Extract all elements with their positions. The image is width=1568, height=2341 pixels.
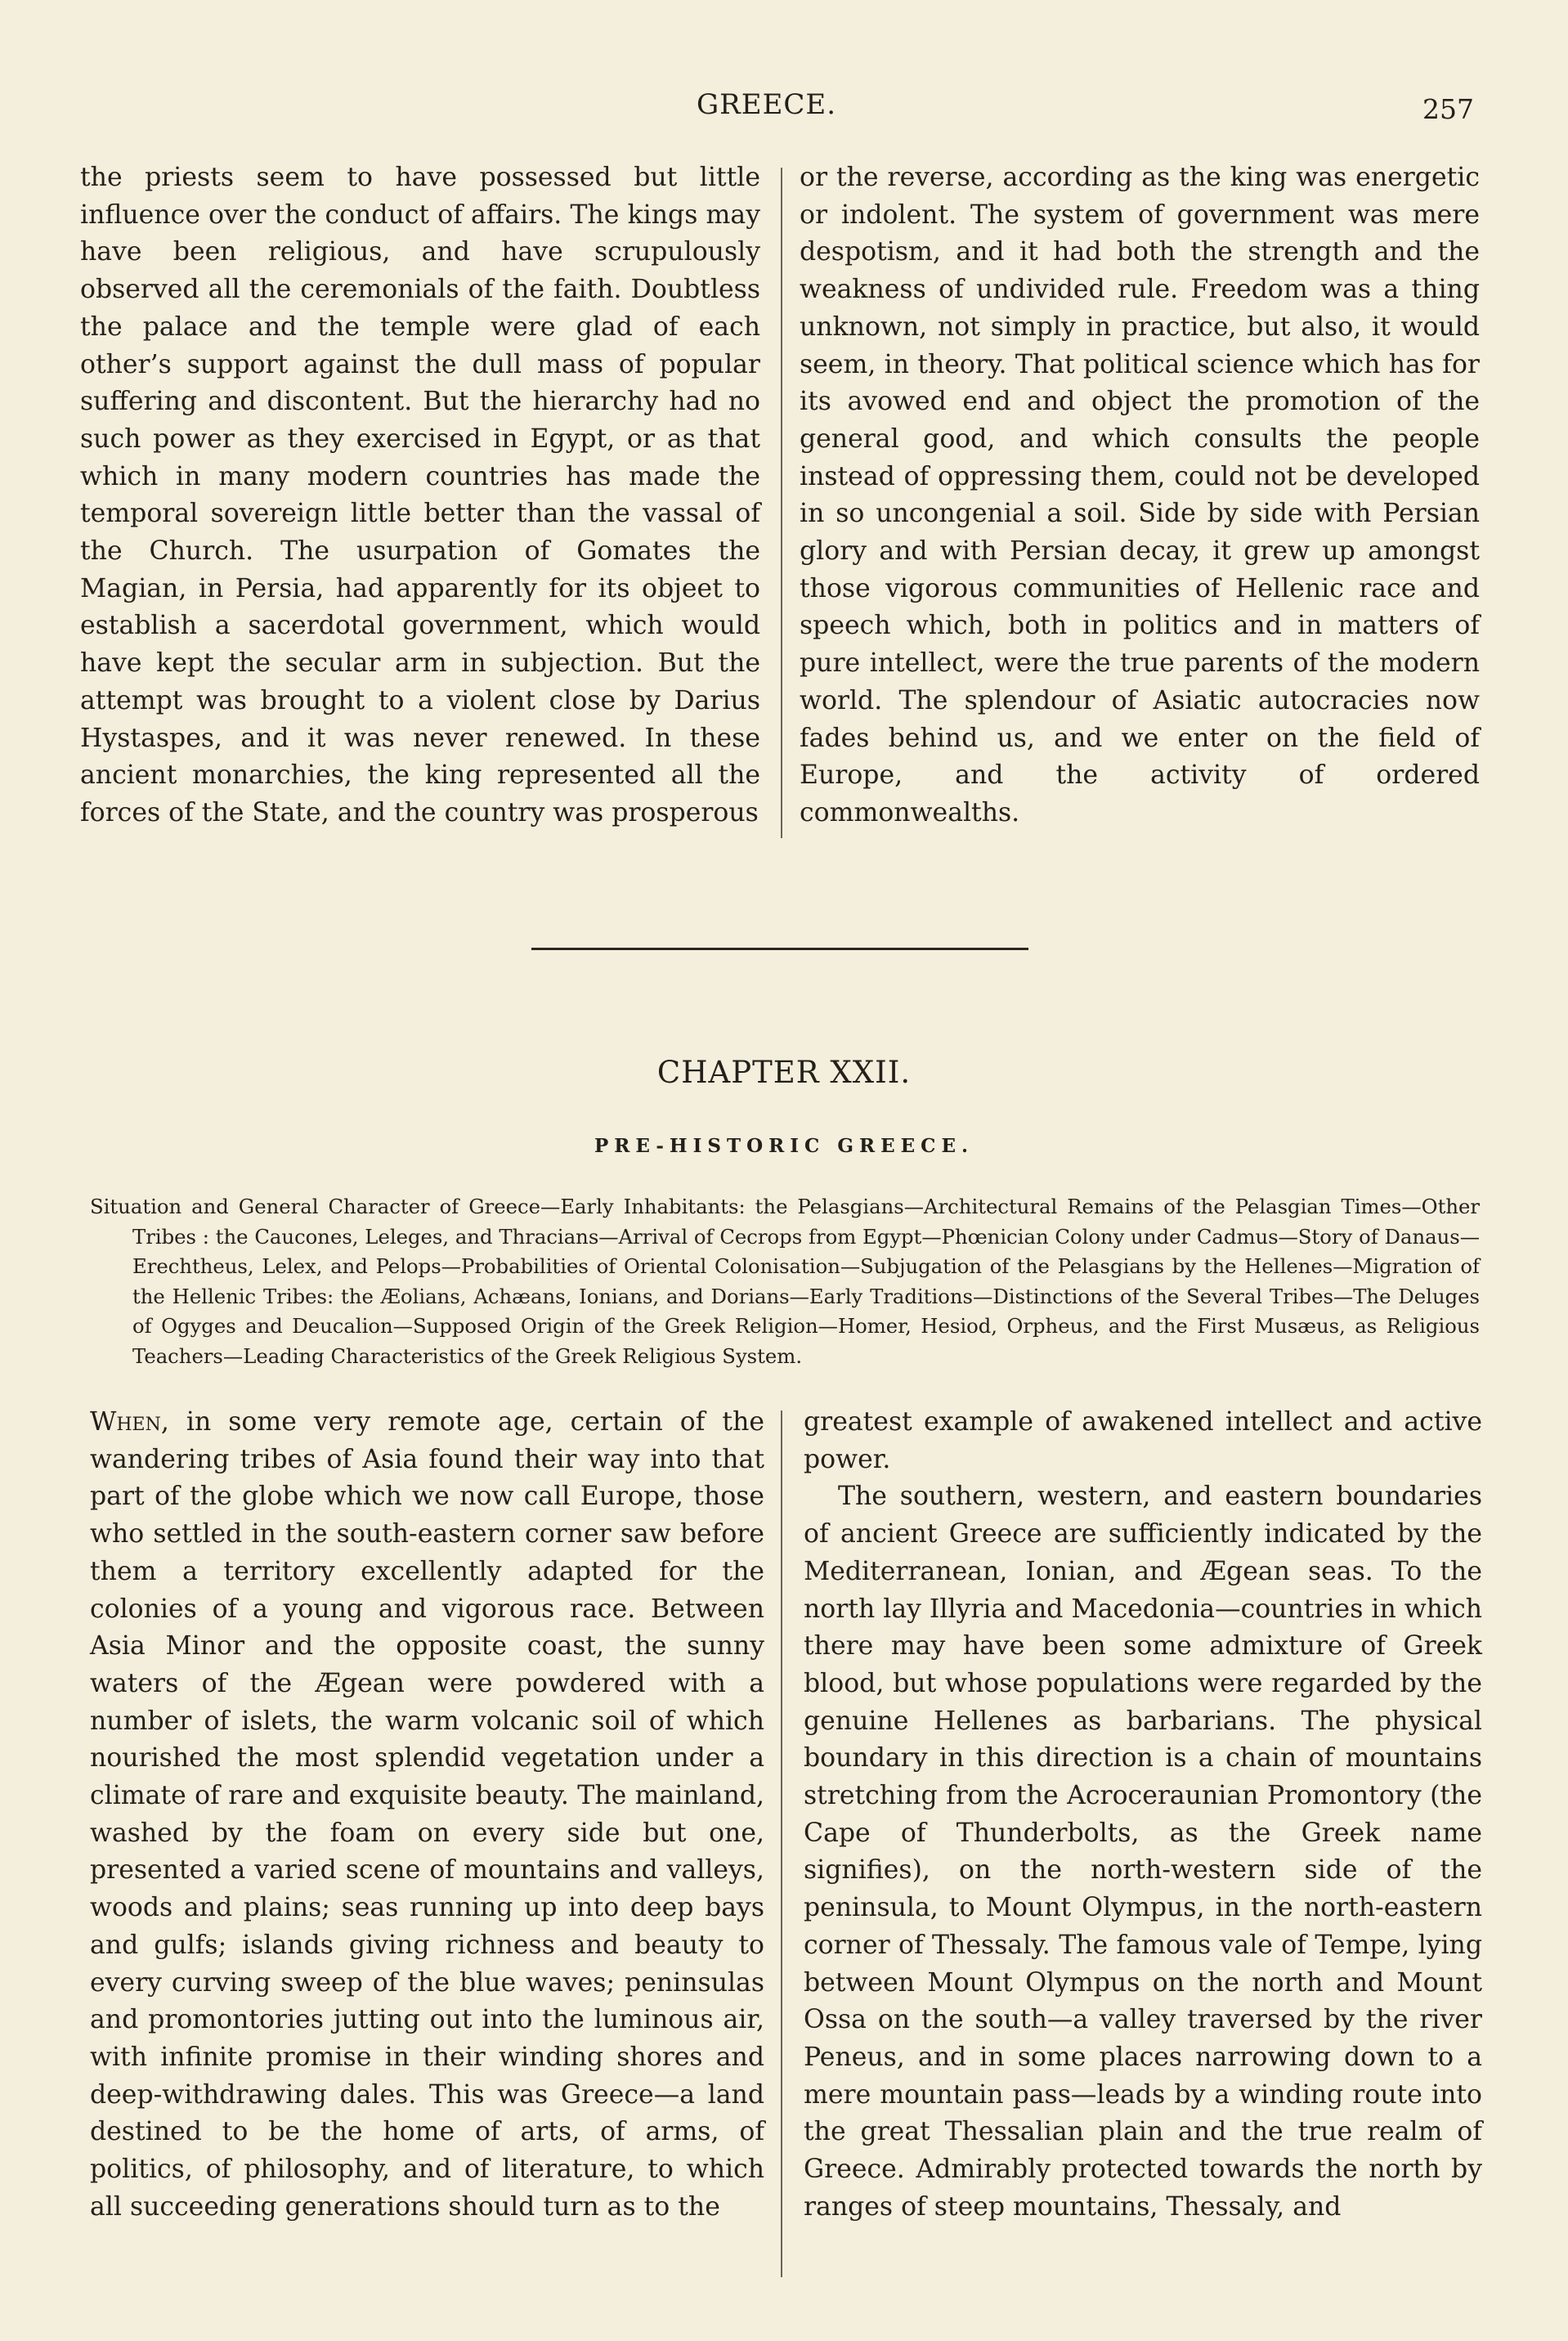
- top-left-paragraph: the priests seem to have possessed but little influence over the conduct of affairs. The kings may have been religious, and have scrupulously observed all the ceremonials of the faith. Doubtless the palace and the temple were glad of each other’s support against the dull mass of popular suffering and discontent. But the hierarchy had no such power as they exercised in Egypt, or as that which in many modern countries has made the temporal sovereign little better than the vassal of the Church. The usurpation of Gomates the Magian, in Persia, had apparently for its objeet to establish a sacerdotal government, which would have kept the secular arm in subjection. But the attempt was brought to a violent close by Darius Hystaspes, and it was never renewed. In these ancient monarchies, the king represented all the forces of the State, and the country was prosperous: [80, 163, 760, 827]
- running-head: [0, 88, 1568, 137]
- top-right-paragraph: or the reverse, according as the king was energetic or indolent. The system of government was mere despotism, and it had both the strength and the weakness of undivided rule. Freedom was a thing unknown, not simply in practice, but also, it would seem, in theory. That political science which has for its avowed end and object the promotion of the general good, and which consults the people instead of oppressing them, could not be developed in so uncongenial a soil. Side by side with Persian glory and with Persian decay, it grew up amongst those vigorous communities of Hellenic race and speech which, both in politics and in matters of pure intellect, were the true parents of the modern world. The splendour of Asiatic autocracies now fades behind us, and we enter on the field of Europe, and the activity of ordered commonwealths.: [800, 163, 1480, 827]
- synopsis-text: Situation and General Character of Greece—Early Inhabitants: the Pelasgians—Architectural Remains of the Pelasgian Times—Other Tribes : the Caucones, Leleges, and Thracians—Arrival of Cecrops from Egypt—Phœnician Colony under Cadmus—Story of Danaus—Erechtheus, Lelex, and Pelops—Probabilities of Oriental Colonisation—Subjugation of the Pelasgians by the Hellenes—Migration of the Hellenic Tribes: the Æolians, Achæans, Ionians, and Dorians—Early Traditions—Distinctions of the Several Tribes—The Deluges of Ogyges and Deucalion—Supposed Origin of the Greek Religion—Homer, Hesiod, Orpheus, and the First Musæus, as Religious Teachers—Leading Characteristics of the Greek Religious System.: [90, 1195, 1480, 1368]
- top-left-column: [80, 159, 760, 832]
- column-rule-bottom: [781, 1410, 782, 2277]
- chapter-title: CHAPTER XXII.: [656, 1055, 912, 1090]
- section-divider: [531, 948, 1028, 950]
- bottom-left-column: [90, 1404, 764, 2226]
- bottom-right-column: [804, 1404, 1482, 2226]
- page-number: 257: [1422, 93, 1474, 125]
- bottom-left-text: in some very remote age, certain of the wandering tribes of Asia found their way into that part of the globe which we now call Europe, those who settled in the south-eastern corner saw before them a territory excellently adapted for the colonies of a young and vigorous race. Between Asia Minor and the opposite coast, the sunny waters of the Ægean were powdered with a number of islets, the warm volcanic soil of which nourished the most splendid vegetation under a climate of rare and exquisite beauty. The mainland, washed by the foam on every side but one, presented a varied scene of mountains and valleys, woods and plains; seas running up into deep bays and gulfs; islands giving richness and beauty to every curving sweep of the blue waves; peninsulas and promontories jutting out into the luminous air, with infinite promise in their winding shores and deep-withdrawing dales. This was Greece—a land destined to be the home of arts, of arms, of politics, of philosophy, and of literature, to which all succeeding generations should turn as to the: [90, 1407, 765, 2222]
- column-rule-top: [781, 168, 782, 838]
- chapter-synopsis: [90, 1192, 1480, 1372]
- chapter-subtitle: PRE-HISTORIC GREECE.: [594, 1135, 974, 1157]
- running-head-title: GREECE.: [697, 88, 837, 121]
- bottom-left-paragraph: [90, 1404, 764, 2226]
- bottom-right-paragraph-2: The southern, western, and eastern boundaries of ancient Greece are sufficiently indicated by the Mediterranean, Ionian, and Ægean seas. To the north lay Illyria and Macedonia—countries in which there may have been some admixture of Greek blood, but whose populations were regarded by the genuine Hellenes as barbarians. The physical boundary in this direction is a chain of mountains stretching from the Acroceraunian Promontory (the Cape of Thunderbolts, as the Greek name signifies), on the north-western side of the peninsula, to Mount Olympus, in the north-eastern corner of Thessaly. The famous vale of Tempe, lying between Mount Olympus on the north and Mount Ossa on the south—a valley traversed by the river Peneus, and in some places narrowing down to a mere mountain pass—leads by a winding route into the great Thessalian plain and the true realm of Greece. Admirably protected towards the north by ranges of steep mountains, Thessaly, and: [804, 1482, 1482, 2222]
- opening-word: When,: [90, 1407, 169, 1437]
- top-right-column: [800, 159, 1480, 832]
- bottom-right-paragraph-1: greatest example of awakened intellect and active power.: [804, 1407, 1482, 1474]
